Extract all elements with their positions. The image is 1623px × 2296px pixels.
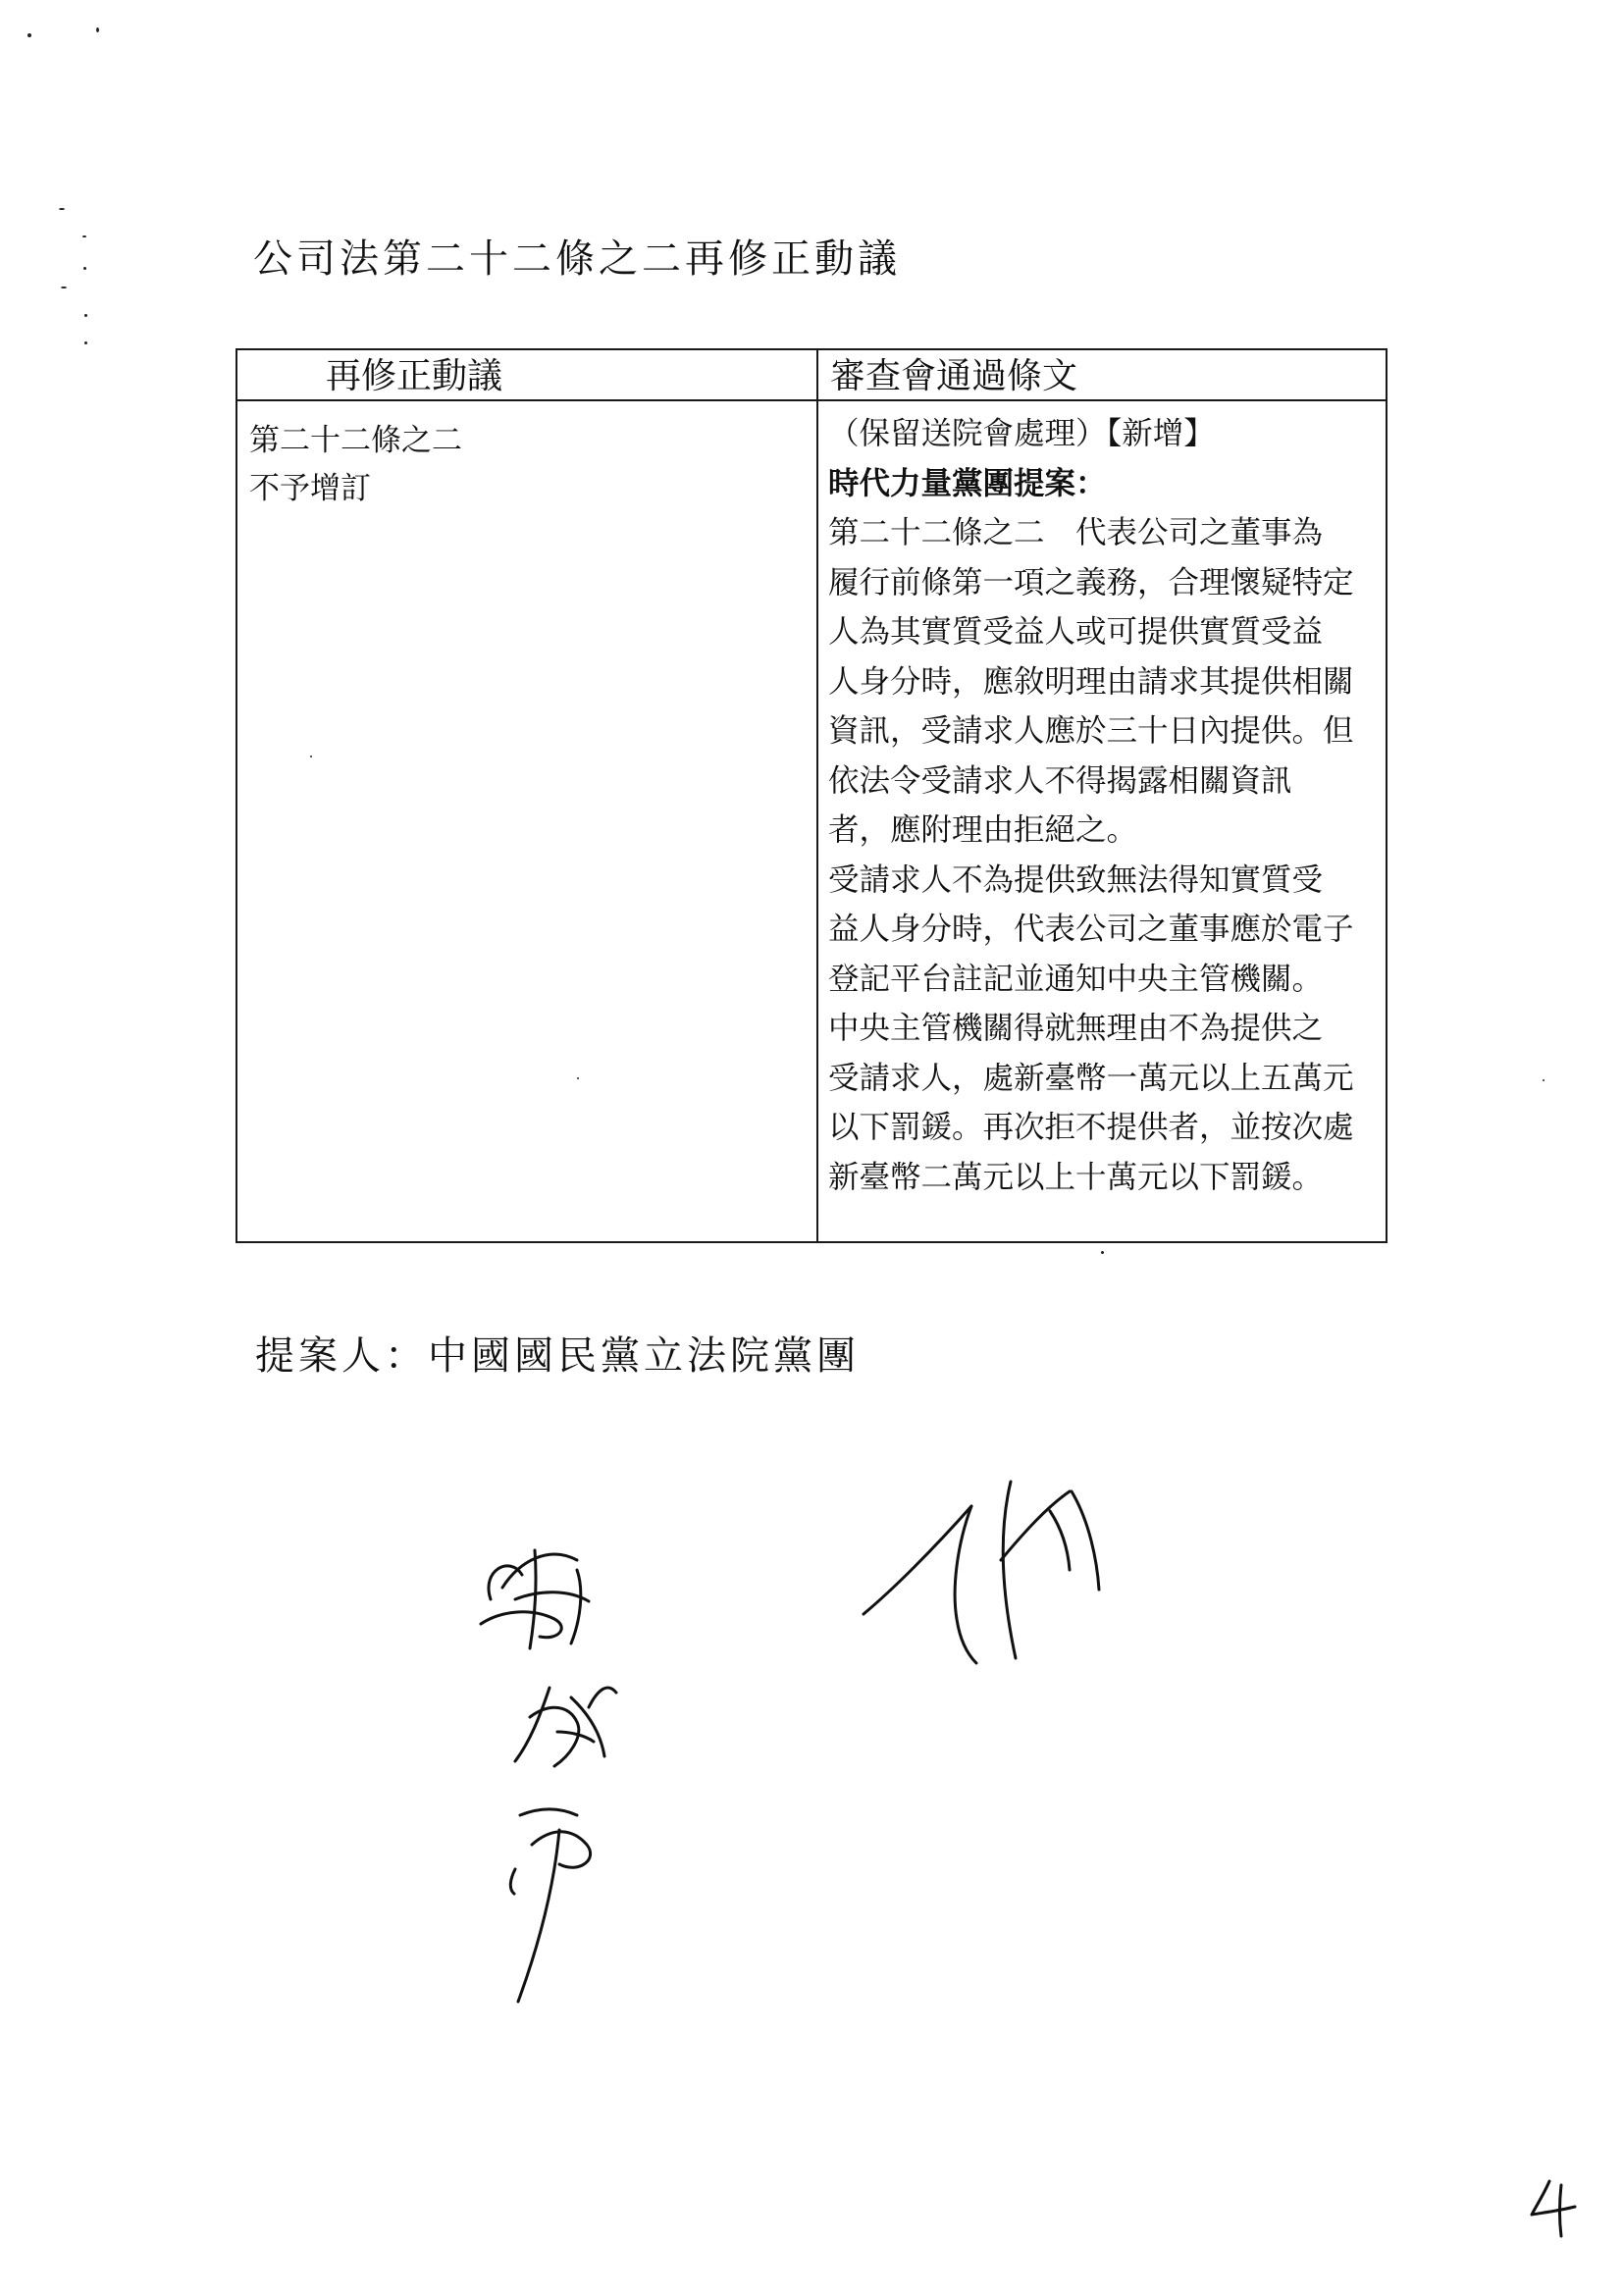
cell-line: 者，應附理由拒絕之。: [828, 812, 1138, 848]
cell-line: 資訊，受請求人應於三十日內提供。但: [828, 713, 1354, 749]
scan-speck: [96, 27, 99, 32]
scan-speck: [61, 287, 67, 288]
cell-line: 第二十二條之二 代表公司之董事為: [828, 515, 1324, 550]
cell-line: 受請求人不為提供致無法得知實質受: [828, 861, 1324, 898]
header-committee-approved-text: 審查會通過條文: [830, 356, 1078, 396]
table-header-divider: [237, 399, 1386, 401]
cell-line: 依法令受請求人不得揭露相關資訊: [828, 762, 1292, 799]
page-number-mark: [1526, 2173, 1585, 2242]
cell-line: 登記平台註記並通知中央主管機關。: [828, 961, 1324, 997]
comparison-table: [236, 348, 1387, 1243]
cell-line: 受請求人，處新臺幣一萬元以上五萬元: [828, 1060, 1354, 1096]
proposer-line: 提案人：中國國民黨立法院黨團: [255, 1333, 860, 1379]
scan-speck: [84, 341, 87, 344]
cell-line: 不予增訂: [249, 471, 371, 506]
header-revised-motion: 再修正動議: [326, 356, 503, 396]
cell-line: 中央主管機關得就無理由不為提供之: [828, 1011, 1324, 1046]
cell-line: 人為其實質受益人或可提供實質受益: [828, 614, 1324, 650]
cell-line: （保留送院會處理）【新增】: [828, 416, 1215, 451]
handwritten-signature-1: [461, 1531, 657, 2021]
cell-line: 益人身分時，代表公司之董事應於電子: [828, 912, 1354, 947]
cell-line: 新臺幣二萬元以上十萬元以下罰鍰。: [828, 1159, 1324, 1195]
cell-line: 履行前條第一項之義務，合理懷疑特定: [828, 564, 1354, 600]
scan-speck: [1543, 1079, 1544, 1081]
revised-motion-cell: [249, 417, 799, 513]
scan-speck: [59, 208, 65, 210]
document-title: 公司法第二十二條之二再修正動議: [253, 236, 901, 282]
scan-speck: [84, 314, 87, 317]
scan-speck: [27, 33, 31, 37]
scan-speck: [1101, 1251, 1104, 1254]
handwritten-signature-2: [854, 1452, 1168, 1707]
committee-approved-cell: [828, 409, 1378, 1202]
cell-line: 人身分時，應敘明理由請求其提供相關: [828, 663, 1354, 700]
cell-line: 第二十二條之二: [249, 423, 462, 458]
table-column-divider: [816, 350, 818, 1241]
cell-line: 時代力量黨團提案：: [828, 465, 1107, 501]
scan-speck: [82, 235, 86, 237]
cell-line: 以下罰鍰。再次拒不提供者，並按次處: [828, 1110, 1354, 1145]
scan-speck: [83, 267, 86, 270]
